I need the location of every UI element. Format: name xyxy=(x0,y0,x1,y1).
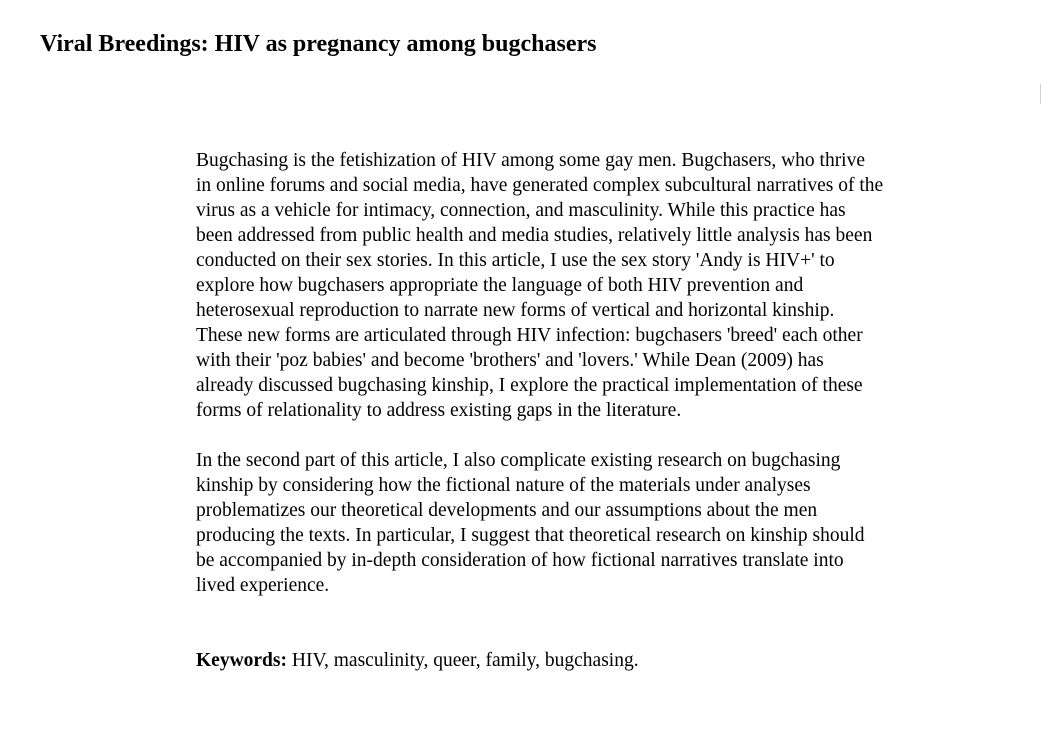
paragraph-line: In the second part of this article, I also complicate existing research on bugchasing xyxy=(196,450,841,471)
abstract-line: Bugchasing is the fetishization of HIV among some gay men. Bugchasers, who thrive xyxy=(196,150,866,171)
paragraph-line: producing the texts. In particular, I suggest that theoretical research on kinship should xyxy=(196,525,865,546)
abstract-line: explore how bugchasers appropriate the language of both HIV prevention and xyxy=(196,275,804,296)
keywords-label: Keywords: xyxy=(196,650,287,671)
paragraph-line: kinship by considering how the fictional nature of the materials under analyses xyxy=(196,475,811,496)
keywords-list: HIV, masculinity, queer, family, bugchasing. xyxy=(287,650,639,671)
abstract-line: with their 'poz babies' and become 'brothers' and 'lovers.' While Dean (2009) has xyxy=(196,350,824,371)
paragraph-line: be accompanied by in-depth consideration of how fictional narratives translate into xyxy=(196,550,844,571)
paragraph-line: lived experience. xyxy=(196,575,330,596)
page-edge-divider xyxy=(1040,84,1041,104)
second-paragraph xyxy=(196,448,976,598)
keywords-line xyxy=(196,648,639,673)
abstract-line: already discussed bugchasing kinship, I explore the practical implementation of these xyxy=(196,375,863,396)
abstract-line: conducted on their sex stories. In this article, I use the sex story 'Andy is HIV+' to xyxy=(196,250,835,271)
document-title: Viral Breedings: HIV as pregnancy among bugchasers xyxy=(40,31,597,57)
abstract-line: been addressed from public health and media studies, relatively little analysis has been xyxy=(196,225,873,246)
abstract-line: heterosexual reproduction to narrate new forms of vertical and horizontal kinship. xyxy=(196,300,835,321)
abstract-line: virus as a vehicle for intimacy, connection, and masculinity. While this practice has xyxy=(196,200,846,221)
paragraph-line: problematizes our theoretical developments and our assumptions about the men xyxy=(196,500,818,521)
abstract-line: These new forms are articulated through HIV infection: bugchasers 'breed' each other xyxy=(196,325,863,346)
abstract-line: in online forums and social media, have generated complex subcultural narratives of the xyxy=(196,175,884,196)
abstract-line: forms of relationality to address existing gaps in the literature. xyxy=(196,400,682,421)
abstract-paragraph xyxy=(196,148,976,423)
